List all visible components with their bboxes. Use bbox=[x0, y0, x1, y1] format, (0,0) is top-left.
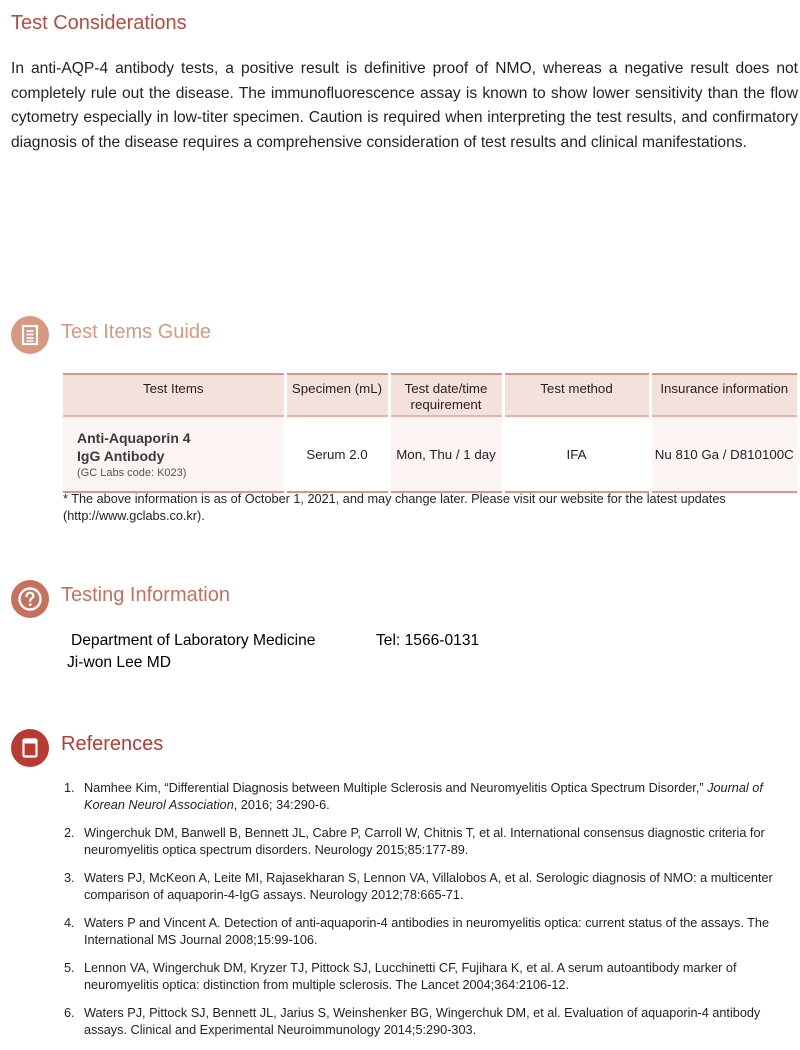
reference-journal: Journal of Korean Neurol Association bbox=[84, 781, 763, 812]
method-cell: IFA bbox=[503, 416, 650, 492]
reference-item bbox=[64, 825, 784, 858]
reference-text: Waters PJ, Pittock SJ, Bennett JL, Jarius S, Weinshenker BG, Wingerchuk DM, et al. Evaluation of aquaporin-4 antibody assays. Clinical and Experimental Neuroimmunology 2014;5:290-303. bbox=[84, 1006, 761, 1037]
reference-number: 5. bbox=[64, 961, 75, 975]
reference-item bbox=[64, 960, 784, 993]
reference-number: 6. bbox=[64, 1006, 75, 1020]
section-title-references: References bbox=[61, 733, 164, 755]
reference-item bbox=[64, 870, 784, 903]
column-header-method: Test method bbox=[503, 374, 650, 416]
table-footnote: * The above information is as of October 1, 2021, and may change later. Please visit our website for the latest updates (http://www.gclabs.co.kr). bbox=[63, 492, 726, 523]
reference-citation: , 2016; 34:290-6. bbox=[233, 797, 330, 812]
reference-text: Wingerchuk DM, Banwell B, Bennett JL, Cabre P, Carroll W, Chitnis T, et al. International consensus diagnostic criteria for neuromyelitis optica spectrum disorders. Neurology 2015;85:177-89. bbox=[84, 826, 765, 857]
test-item-cell bbox=[63, 416, 285, 492]
section-title-test-items-guide: Test Items Guide bbox=[61, 321, 212, 343]
section-title-testing-information: Testing Information bbox=[61, 584, 230, 606]
reference-item bbox=[64, 915, 784, 948]
doctor-name: Ji-won Lee MD bbox=[67, 654, 171, 671]
book-icon bbox=[11, 729, 49, 767]
reference-text: Namhee Kim, “Differential Diagnosis between Multiple Sclerosis and Neuromyelitis Optica Spectrum Disorder,” bbox=[84, 781, 708, 795]
test-items-table bbox=[63, 373, 797, 493]
column-header-test-items: Test Items bbox=[63, 374, 285, 416]
reference-text: Waters PJ, McKeon A, Leite MI, Rajasekharan S, Lennon VA, Villalobos A, et al. Serologic diagnosis of NMO: a multicenter comparison of aquaporin-4-IgG assays. Neurology 2012;78:665-71. bbox=[84, 871, 773, 902]
specimen-cell: Serum 2.0 bbox=[285, 416, 389, 492]
reference-text: Lennon VA, Wingerchuk DM, Kryzer TJ, Pittock SJ, Lucchinetti CF, Fujihara K, et al. A serum autoantibody marker of neuromyelitis optica: distinction from multiple sclerosis. The Lancet 2004;364:2106-12. bbox=[84, 961, 737, 992]
section-title-test-considerations: Test Considerations bbox=[11, 12, 187, 34]
question-circle-icon bbox=[11, 580, 49, 618]
test-item-name-line2: IgG Antibody bbox=[77, 448, 165, 464]
column-header-specimen: Specimen (mL) bbox=[285, 374, 389, 416]
column-header-insurance: Insurance information bbox=[650, 374, 797, 416]
reference-item bbox=[64, 780, 784, 813]
test-item-code: (GC Labs code: K023) bbox=[77, 467, 187, 479]
table-row bbox=[63, 416, 797, 492]
schedule-cell: Mon, Thu / 1 day bbox=[389, 416, 503, 492]
considerations-paragraph: In anti-AQP-4 antibody tests, a positive result is definitive proof of NMO, whereas a negative result does not completely rule out the disease. The immunofluorescence assay is known to show lower sensitivity than the flow cytometry especially in low-titer specimen. Caution is required when interpreting the test results, and confirmatory diagnosis of the disease requires a comprehensive consideration of test results and clinical manifestations. bbox=[11, 60, 798, 151]
document-list-icon bbox=[11, 316, 49, 354]
reference-number: 3. bbox=[64, 871, 75, 885]
reference-text: Waters P and Vincent A. Detection of anti-aquaporin-4 antibodies in neuromyelitis optica: current status of the assays. The International MS Journal 2008;15:99-106. bbox=[84, 916, 770, 947]
test-item-name-line1: Anti-Aquaporin 4 bbox=[77, 430, 191, 446]
reference-item bbox=[64, 1005, 784, 1038]
references-list bbox=[64, 780, 784, 1050]
reference-number: 4. bbox=[64, 916, 75, 930]
telephone-number: Tel: 1566-0131 bbox=[376, 632, 480, 649]
reference-number: 2. bbox=[64, 826, 75, 840]
table-header-row bbox=[63, 374, 797, 416]
department-name: Department of Laboratory Medicine bbox=[71, 632, 316, 649]
insurance-cell: Nu 810 Ga / D810100C bbox=[650, 416, 797, 492]
reference-number: 1. bbox=[64, 781, 75, 795]
column-header-schedule: Test date/time requirement bbox=[389, 374, 503, 416]
